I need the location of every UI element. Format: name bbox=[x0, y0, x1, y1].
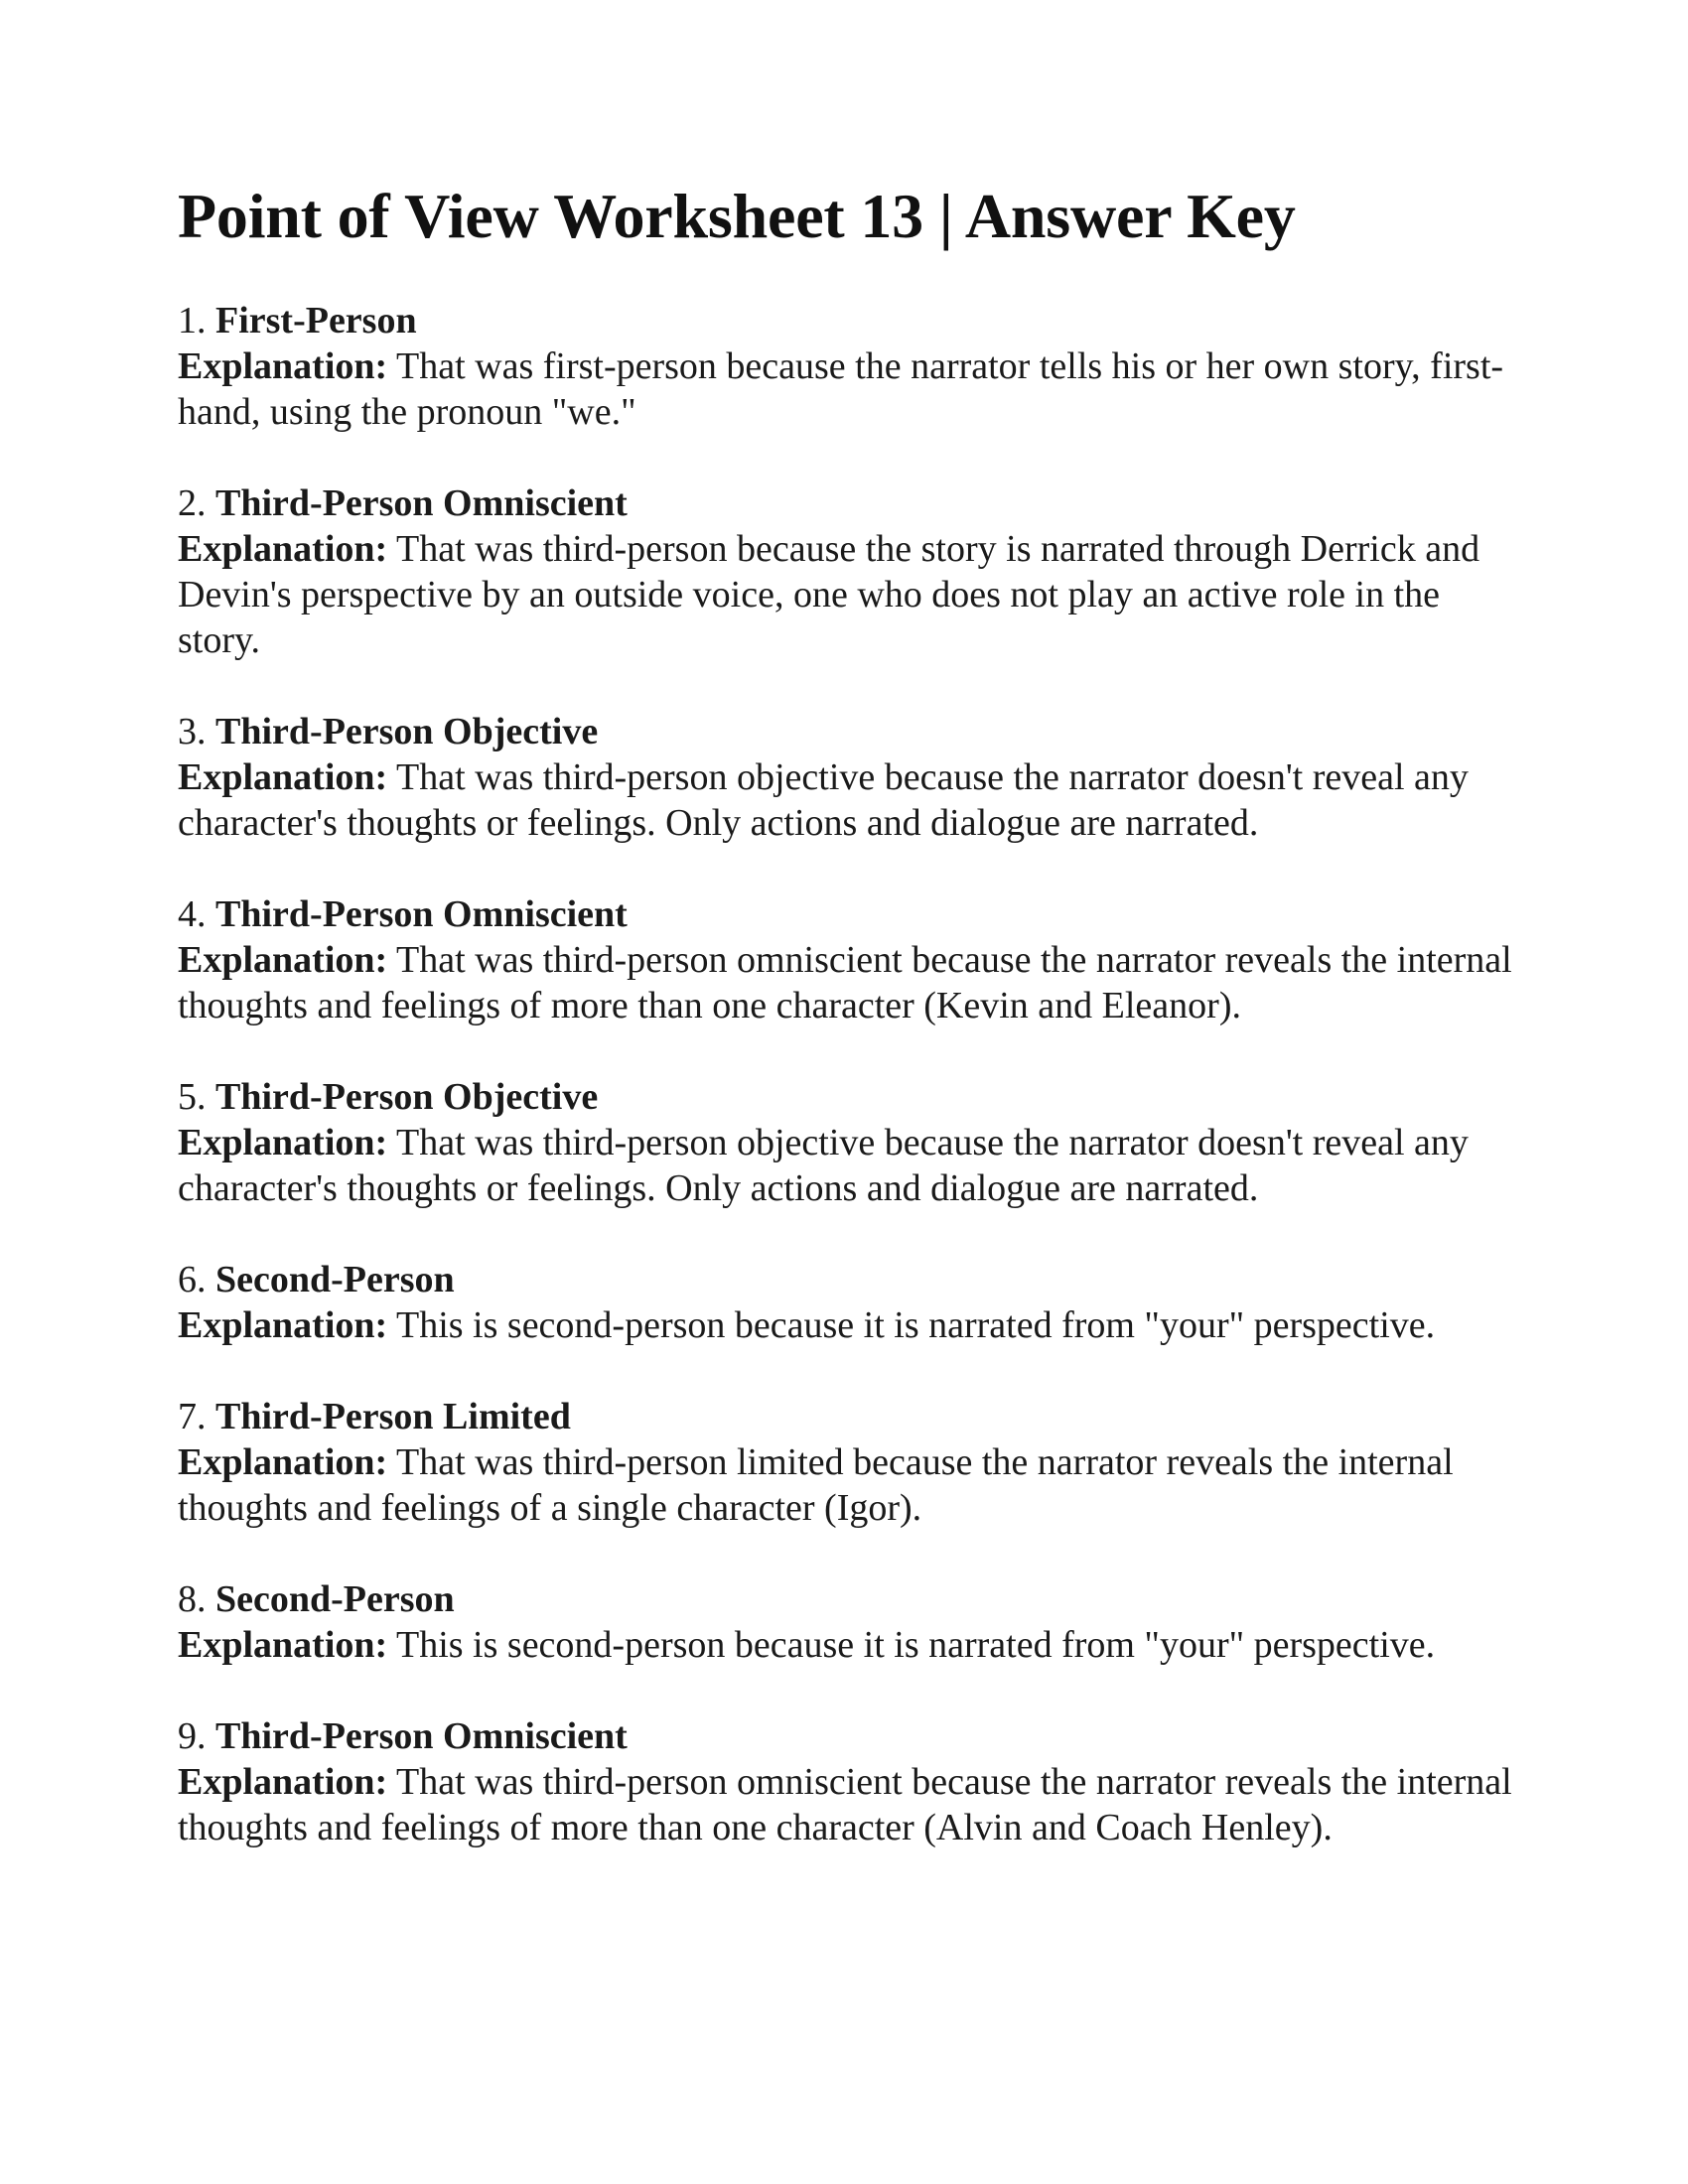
explanation-text: That was third-person omniscient because the narrator reveals the internal thoughts and feelings of more than one character (Kevin and Eleanor). bbox=[178, 939, 1512, 1026]
answer-heading bbox=[178, 1713, 1528, 1759]
answer-type: Third-Person Omniscient bbox=[215, 1715, 628, 1757]
explanation-text: That was third-person objective because the narrator doesn't reveal any character's thoughts or feelings. Only actions and dialogue are narrated. bbox=[178, 756, 1469, 844]
answer-list bbox=[178, 298, 1528, 1850]
worksheet-page bbox=[178, 177, 1528, 1896]
answer-type: Third-Person Limited bbox=[215, 1396, 571, 1437]
explanation-text: That was third-person limited because the narrator reveals the internal thoughts and feelings of a single character (Igor). bbox=[178, 1441, 1454, 1529]
explanation-label: Explanation: bbox=[178, 528, 388, 570]
answer-explanation bbox=[178, 1759, 1528, 1850]
explanation-label: Explanation: bbox=[178, 1441, 388, 1483]
answer-item bbox=[178, 298, 1528, 435]
answer-number: 3. bbox=[178, 711, 207, 752]
answer-heading bbox=[178, 480, 1528, 526]
answer-item bbox=[178, 1394, 1528, 1531]
answer-type: Second-Person bbox=[215, 1259, 455, 1300]
answer-number: 1. bbox=[178, 300, 207, 341]
answer-type: Second-Person bbox=[215, 1578, 455, 1620]
explanation-label: Explanation: bbox=[178, 1304, 388, 1346]
explanation-label: Explanation: bbox=[178, 1122, 388, 1163]
answer-heading bbox=[178, 298, 1528, 343]
explanation-text: That was third-person because the story is narrated through Derrick and Devin's perspective by an outside voice, one who does not play an active role in the story. bbox=[178, 528, 1480, 661]
answer-explanation bbox=[178, 1120, 1528, 1211]
answer-heading bbox=[178, 1257, 1528, 1302]
explanation-label: Explanation: bbox=[178, 1761, 388, 1803]
answer-number: 7. bbox=[178, 1396, 207, 1437]
answer-heading bbox=[178, 1074, 1528, 1120]
explanation-label: Explanation: bbox=[178, 345, 388, 387]
answer-number: 8. bbox=[178, 1578, 207, 1620]
answer-explanation bbox=[178, 343, 1528, 435]
answer-heading bbox=[178, 709, 1528, 754]
answer-item bbox=[178, 1257, 1528, 1348]
answer-heading bbox=[178, 1394, 1528, 1439]
answer-heading bbox=[178, 1576, 1528, 1622]
explanation-label: Explanation: bbox=[178, 939, 388, 981]
explanation-text: That was third-person omniscient because the narrator reveals the internal thoughts and feelings of more than one character (Alvin and Coach Henley). bbox=[178, 1761, 1512, 1848]
answer-item bbox=[178, 1713, 1528, 1850]
explanation-label: Explanation: bbox=[178, 1624, 388, 1666]
answer-item bbox=[178, 1074, 1528, 1211]
answer-number: 4. bbox=[178, 893, 207, 935]
answer-item bbox=[178, 709, 1528, 846]
answer-explanation bbox=[178, 1439, 1528, 1531]
answer-item bbox=[178, 480, 1528, 663]
explanation-text: This is second-person because it is narrated from "your" perspective. bbox=[396, 1304, 1436, 1346]
explanation-text: This is second-person because it is narrated from "your" perspective. bbox=[396, 1624, 1436, 1666]
answer-explanation bbox=[178, 526, 1528, 663]
answer-type: Third-Person Objective bbox=[215, 711, 599, 752]
answer-number: 2. bbox=[178, 482, 207, 524]
answer-number: 6. bbox=[178, 1259, 207, 1300]
answer-type: Third-Person Omniscient bbox=[215, 482, 628, 524]
answer-explanation bbox=[178, 1302, 1528, 1348]
answer-heading bbox=[178, 891, 1528, 937]
answer-item bbox=[178, 1576, 1528, 1668]
answer-explanation bbox=[178, 754, 1528, 846]
answer-type: First-Person bbox=[215, 300, 417, 341]
explanation-text: That was third-person objective because the narrator doesn't reveal any character's thoughts or feelings. Only actions and dialogue are narrated. bbox=[178, 1122, 1469, 1209]
answer-explanation bbox=[178, 937, 1528, 1028]
explanation-label: Explanation: bbox=[178, 756, 388, 798]
answer-type: Third-Person Objective bbox=[215, 1076, 599, 1118]
answer-number: 5. bbox=[178, 1076, 207, 1118]
answer-explanation bbox=[178, 1622, 1528, 1668]
answer-type: Third-Person Omniscient bbox=[215, 893, 628, 935]
answer-item bbox=[178, 891, 1528, 1028]
page-title: Point of View Worksheet 13 | Answer Key bbox=[178, 181, 1296, 251]
answer-number: 9. bbox=[178, 1715, 207, 1757]
explanation-text: That was first-person because the narrator tells his or her own story, first-hand, using the pronoun "we." bbox=[178, 345, 1504, 433]
